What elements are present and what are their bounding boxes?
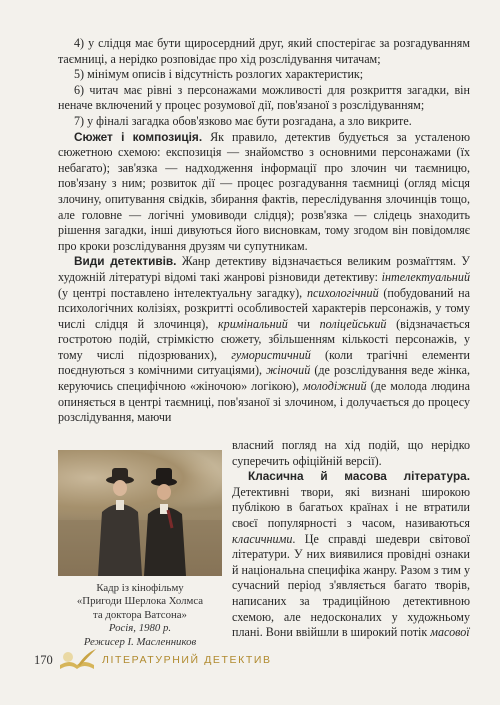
classic-term: масової bbox=[430, 625, 470, 640]
type-term: поліцейський bbox=[319, 316, 387, 331]
classic-term: класичними bbox=[232, 531, 293, 546]
caption-line: Кадр із кінофільму bbox=[96, 582, 184, 594]
plot-heading: Сюжет і композиція. bbox=[74, 129, 203, 144]
caption-line: «Пригоди Шерлока Холмса bbox=[76, 595, 204, 608]
types-text: (де розслідування веде жінка, керуючись специфічною «жіночою» логікою), bbox=[58, 363, 470, 394]
list-item-5: 5) мінімум описів і відсутність розлогих характеристик; bbox=[74, 67, 364, 82]
page-footer bbox=[34, 650, 474, 670]
main-text bbox=[58, 36, 470, 426]
types-paragraph bbox=[58, 254, 470, 426]
classic-text: . Це справді шедеври світової літератури. У них виявилися провідні ознаки й національна специфіка жанру. Разом з тим у сучасний період з'являється багато творів, написаних за традиційною детективною схемою, але недосконалих у художньому плані. Вони ввійшли в широкий потік bbox=[232, 531, 470, 640]
types-continuation: власний погляд на хід подій, що нерідко суперечить офіційній версії). bbox=[232, 438, 470, 468]
type-term: психологічний bbox=[306, 285, 379, 300]
plot-paragraph bbox=[58, 130, 470, 255]
classic-heading: Класична й масова література. bbox=[248, 469, 470, 484]
quill-book-icon bbox=[56, 647, 98, 673]
type-term: жіночий bbox=[266, 363, 311, 378]
film-still-figure bbox=[58, 450, 222, 649]
classic-text: Детективні твори, які визнані широкою публікою в багатьох країнах і не втратили своєї популярності з часом, називаються bbox=[232, 484, 470, 530]
types-text: (коли трагічні елементи поєднуються з комічними ситуаціями), bbox=[58, 347, 470, 378]
page-number: 170 bbox=[34, 652, 53, 667]
list-item-7: 7) у фіналі загадка обов'язково має бути розгадана, а зло викрите. bbox=[74, 113, 412, 128]
film-still-photo bbox=[58, 450, 222, 576]
caption-line: та доктора Ватсона» bbox=[93, 608, 187, 621]
two-men-illustration bbox=[58, 450, 222, 576]
classic-paragraph bbox=[232, 469, 470, 641]
type-term: інтелектуальний bbox=[381, 269, 470, 284]
type-term: молодіжний bbox=[303, 379, 367, 394]
plot-text: Як правило, детектив будується за усталеною сюжетною схемою: експозиція — знайомство з основними персонажами (їх небагато); зав'язка — надходження інформації про злочин чи таємницю, пов'язану з ним; розвиток дії — процес розгадування таємниці (огляд місця злочину, опитування свідків, збирання фактів, переслідування злочинців тощо, але головне — логічні умовиводи слідця); розв'язка — слідець знаходить рішення загадки, інші дивуються його висновкам, тому згодом він повідомляє про кроки розслідування друзям чи супутникам. bbox=[58, 129, 470, 253]
types-text: (відзначається гостротою подій, стрімкістю сюжету, збільшенням кількості персонажів, у тому числі підозрюваних), bbox=[58, 316, 470, 362]
caption-line: Росія, 1980 р. bbox=[108, 622, 172, 635]
types-text: (де молода людина опиняється в центрі таємниці, пов'язаної зі злочином, і долучається до процесу розслідування, маючи bbox=[58, 379, 470, 425]
list-item-6: 6) читач має рівні з персонажами можливості для розкриття загадки, він неначе включений у процес розумової дії, пов'язаної з розслідуванням; bbox=[58, 82, 470, 113]
figure-caption bbox=[58, 582, 222, 649]
types-text: Жанр детективу відзначається великим розмаїттям. У художній літературі відомі такі жанрові різновиди детективу: bbox=[58, 254, 470, 284]
types-text: (у центрі поставлено інтелектуальну загадку), bbox=[58, 285, 307, 300]
types-text: (побудований на психологічних колізіях, розкритті особливостей характерів персонажів, у тому числі слідця й злочинця), bbox=[58, 285, 470, 331]
list-item-4: 4) у слідця має бути щиросердний друг, який спостерігає за розгадуванням таємниці, а нерідко розповідає про хід розслідування читачам; bbox=[58, 36, 470, 66]
caption-line: Режисер І. Масленников bbox=[83, 635, 197, 648]
type-term: кримінальний bbox=[218, 316, 288, 331]
types-heading: Види детективів. bbox=[74, 254, 177, 269]
section-title: ЛІТЕРАТУРНИЙ ДЕТЕКТИВ bbox=[102, 654, 272, 666]
type-term: гумористичний bbox=[231, 347, 311, 362]
types-text: чи bbox=[287, 316, 320, 331]
side-column bbox=[232, 438, 470, 641]
